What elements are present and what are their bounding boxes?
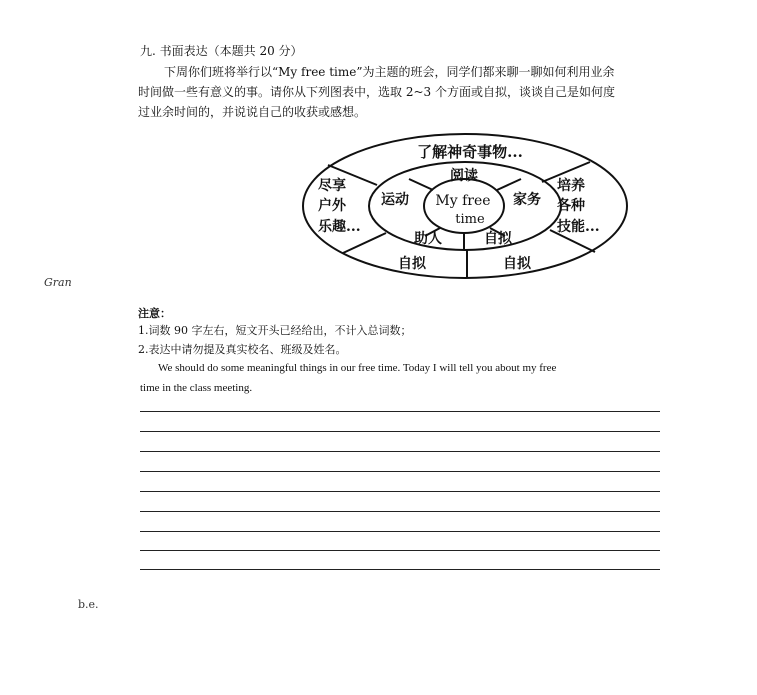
outer-label-top: 了解神奇事物... [417,143,523,161]
answer-line[interactable] [140,431,660,432]
opening-line-2: time in the class meeting. [140,382,253,394]
bottom-margin-mark: b.e. [78,598,99,611]
answer-line[interactable] [140,471,660,472]
outer-label-left-line-1: 尽享 [318,178,346,194]
answer-line[interactable] [140,451,660,452]
outer-label-right-line-2: 各种 [557,198,585,214]
essay-opening [140,358,660,398]
answer-line[interactable] [140,569,660,570]
outer-label-right-line-1: 培养 [557,178,585,194]
answer-line[interactable] [140,411,660,412]
inner-label-bottom-left: 助人 [414,231,442,247]
inner-label-top: 阅读 [450,168,478,184]
answer-line[interactable] [140,511,660,512]
opening-line-1: We should do some meaningful things in our free time. Today I will tell you about my free [158,362,557,374]
inner-label-left: 运动 [381,192,409,208]
notes-title: 注意： [138,307,171,320]
answer-line[interactable] [140,550,660,551]
spoke [497,179,521,190]
center-label-line-1: My free [435,193,491,209]
spoke [343,233,386,253]
answer-line[interactable] [140,491,660,492]
outer-label-left-line-3: 乐趣... [318,219,361,235]
prompt-line-3: 过业余时间的，并说说自己的收获或感想。 [138,105,367,119]
outer-label-right-line-3: 技能... [557,219,600,235]
inner-label-right: 家务 [513,192,541,208]
outer-label-bottom-right: 自拟 [503,256,531,272]
note-item-2: 2.表达中请勿提及真实校名、班级及姓名。 [138,343,347,356]
section-heading: 九. 书面表达（本题共 20 分） [140,44,303,58]
center-label-line-2: time [455,212,485,227]
handwritten-margin-mark: Gran [44,276,72,289]
prompt-line-2: 时间做一些有意义的事。请你从下列图表中，选取 2~3 个方面或自拟，谈谈自己是如何度 [138,85,615,99]
note-item-1: 1.词数 90 字左右，短文开头已经给出，不计入总词数； [138,324,412,337]
spoke [409,179,433,190]
outer-label-bottom-left: 自拟 [398,256,426,272]
outer-label-left-line-2: 户外 [318,198,346,214]
prompt-line-1: 下周你们班将举行以“My free time”为主题的班会，同学们都来聊一聊如何利用业余 [164,65,615,79]
answer-line[interactable] [140,531,660,532]
inner-label-bottom-right: 自拟 [484,231,512,247]
